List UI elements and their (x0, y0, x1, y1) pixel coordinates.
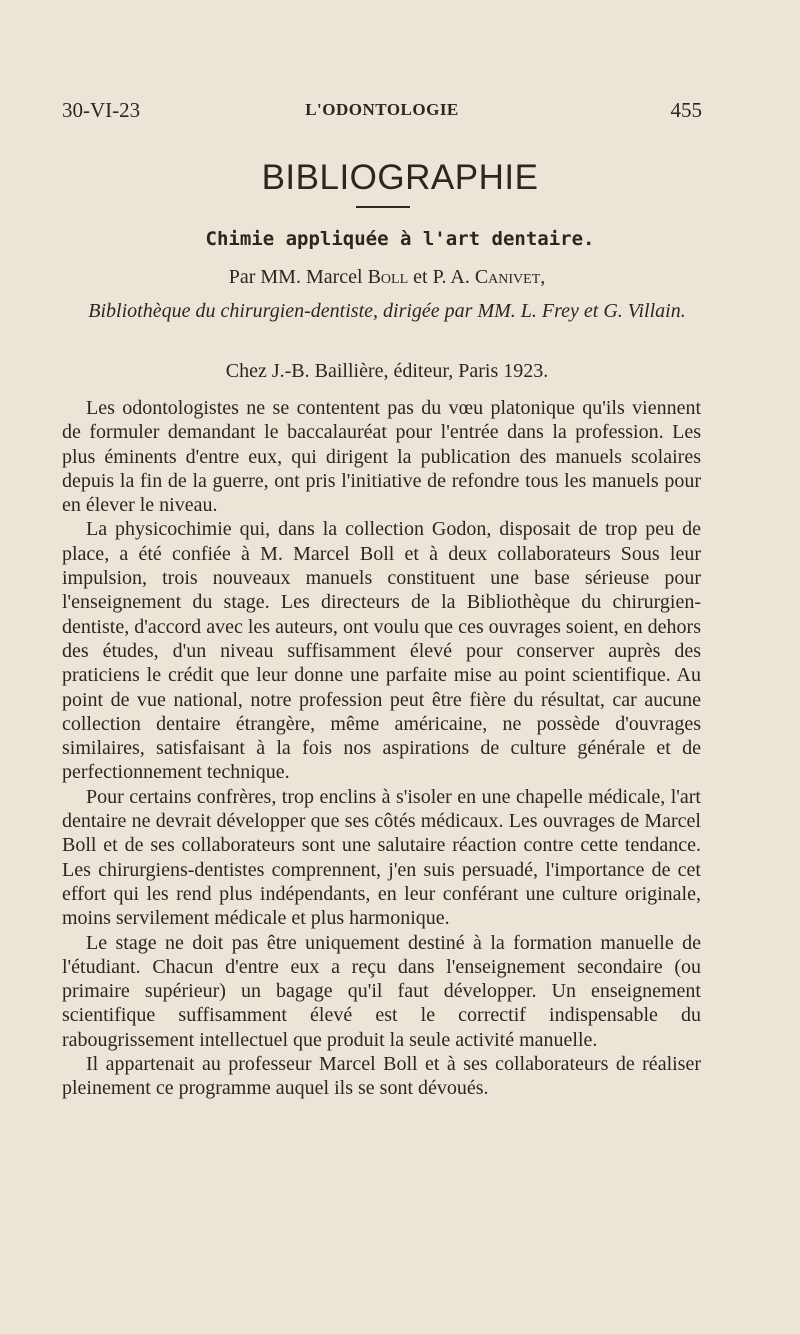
review-body (62, 396, 701, 1101)
authors-line (62, 262, 712, 292)
authors-prefix: Par MM. Marcel (228, 266, 368, 288)
series-line: Bibliothèque du chirurgien-dentiste, dirigée par MM. L. Frey et G. Villain. (88, 300, 686, 322)
author-boll: Boll (367, 266, 409, 288)
paragraph: La physicochimie qui, dans la collection Godon, disposait de trop peu de place, a été confiée à M. Marcel Boll et à deux collaborateurs Sous leur impulsion, trois nouveaux manuels constituent une base sérieuse pour l'enseignement du stage. Les directeurs de la Bibliothèque du chirurgien-dentiste, d'accord avec les auteurs, ont voulu que ces ouvrages soient, en dehors des études, d'un niveau suffisamment élevé pour conserver auprès des praticiens le crédit que leur donne une parfaite mise au point scientifique. Au point de vue national, notre profession peut être fière du résultat, car aucune collection dentaire étrangère, même américaine, ne possède d'ouvrages similaires, satisfaisant à la fois nos aspirations de culture générale et de perfectionnement technique. (62, 518, 701, 784)
publisher-line: Chez J.-B. Baillière, éditeur, Paris 1923. (225, 360, 549, 382)
authors-suffix: , (540, 266, 546, 288)
running-head (62, 98, 702, 126)
author-canivet: Canivet (474, 266, 541, 288)
book-title: Chimie appliquée à l'art dentaire. (205, 228, 595, 250)
journal-title: L'ODONTOLOGIE (305, 100, 459, 119)
issue-date: 30-VI-23 (62, 98, 141, 122)
section-title: BIBLIOGRAPHIE (261, 158, 539, 197)
authors-middle: et P. A. (408, 266, 475, 288)
page-number: 455 (670, 98, 702, 122)
paragraph: Le stage ne doit pas être uniquement destiné à la formation manuelle de l'étudiant. Chacun d'entre eux a reçu dans l'enseignement secondaire (ou primaire supérieur) un bagage qu'il faut développer. Un enseignement scientifique suffisamment élevé est le correctif indispensable du rabougrissement intellectuel que produit la seule activité manuelle. (62, 931, 701, 1051)
paragraph: Il appartenait au professeur Marcel Boll et à ses collaborateurs de réaliser pleinement ce programme auquel ils se sont dévoués. (62, 1053, 701, 1100)
paragraph: Les odontologistes ne se contentent pas du vœu platonique qu'ils viennent de formuler demandant le baccalauréat pour l'entrée dans la profession. Les plus éminents d'entre eux, qui dirigent la publication des manuels scolaires depuis la fin de la guerre, ont pris l'initiative de refondre tous les manuels pour en élever le niveau. (62, 397, 701, 517)
title-rule (356, 206, 410, 208)
paragraph: Pour certains confrères, trop enclins à s'isoler en une chapelle médicale, l'art dentaire ne devrait développer que ses côtés médicaux. Les ouvrages de Marcel Boll et de ses collaborateurs sont une salutaire réaction contre cette tendance. Les chirurgiens-dentistes comprennent, j'en suis persuadé, l'importance de cet effort qui les rend plus indépendants, en leur conférant une culture originale, moins servilement médicale et plus harmonique. (62, 785, 701, 930)
